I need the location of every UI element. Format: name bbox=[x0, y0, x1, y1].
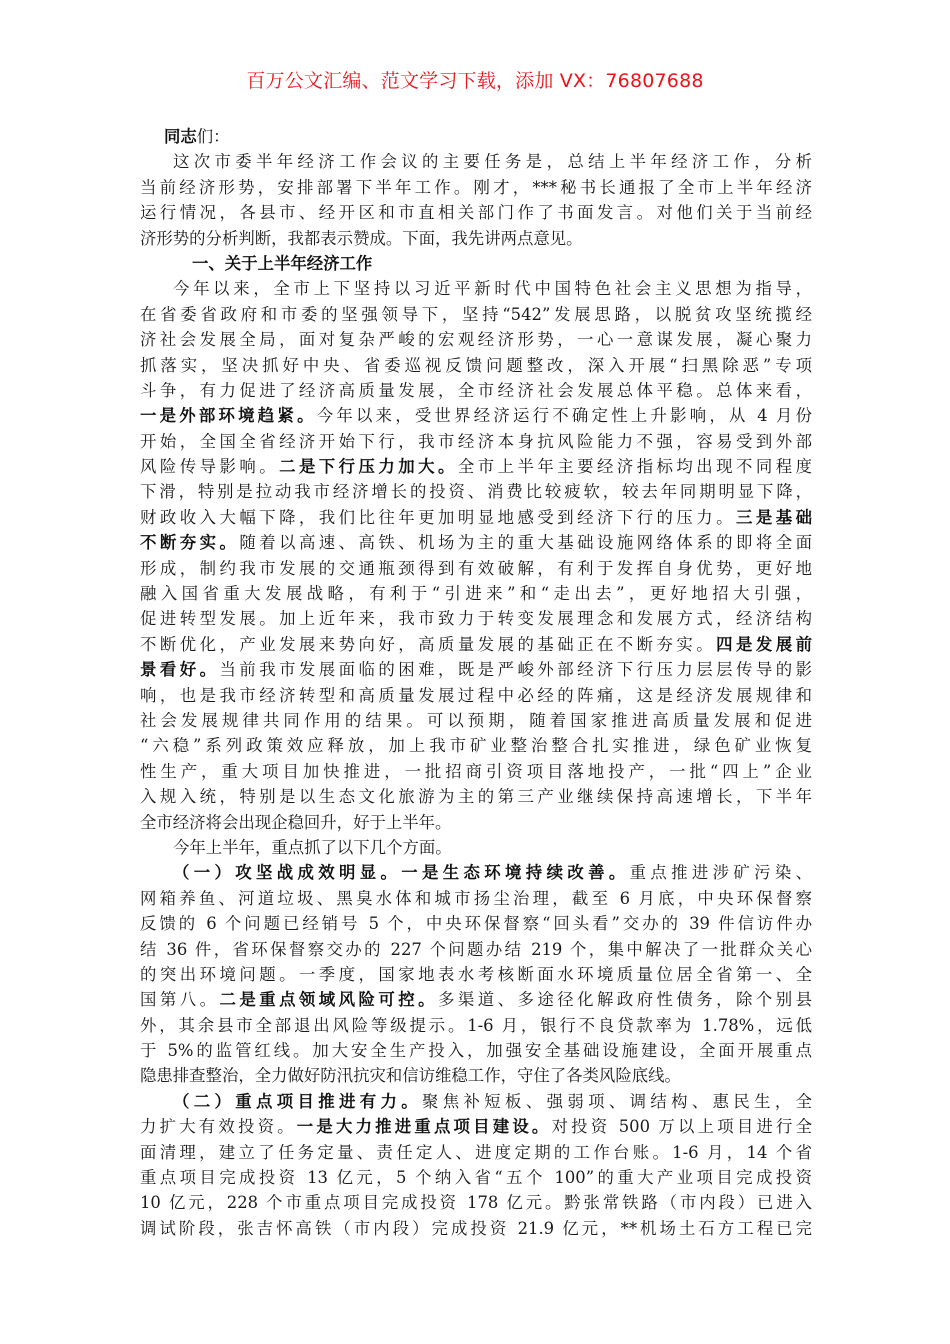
text-run: 重点推进涉矿污染、 bbox=[629, 863, 813, 883]
text-line bbox=[140, 1089, 812, 1114]
document-body bbox=[140, 124, 812, 1241]
text-run: 开始，全国全省经济开始下行，我市经济本身抗风险能力不强，容易受到外部 bbox=[140, 431, 812, 451]
bold-phrase: 四是发展前 bbox=[716, 634, 812, 654]
salutation-rest: 们： bbox=[196, 127, 230, 146]
text-run: 今年以来，全市上下坚持以习近平新时代中国特色社会主义思想为指导， bbox=[173, 279, 812, 299]
salutation-bold: 同志 bbox=[164, 127, 197, 146]
text-line bbox=[140, 911, 812, 936]
text-run: 今年以来，受世界经济运行不确定性上升影响，从 4 月份 bbox=[316, 406, 812, 426]
text-line bbox=[140, 606, 812, 631]
text-line bbox=[140, 1114, 812, 1139]
text-run: 对投资 500 万以上项目进行全 bbox=[551, 1117, 812, 1137]
salutation bbox=[140, 124, 812, 149]
text-run: 斗争，有力促进了经济高质量发展，全市经济社会发展总体平稳。总体来看， bbox=[140, 380, 812, 400]
text-line bbox=[140, 1140, 812, 1165]
text-line bbox=[140, 505, 812, 530]
text-line bbox=[140, 1038, 812, 1063]
text-run: 运行情况，各县市、经开区和市直相关部门作了书面发言。对他们关于当前经 bbox=[140, 203, 812, 223]
text-run: 抓落实，坚决抓好中央、省委巡视反馈问题整改，深入开展“扫黑除恶”专项 bbox=[140, 355, 812, 375]
text-run: 多渠道、多途径化解政府性债务，除个别县 bbox=[438, 990, 813, 1010]
text-line bbox=[140, 530, 812, 555]
text-run: 形成，制约我市发展的交通瓶颈得到有效破解，有利于发挥自身优势，更好地 bbox=[140, 558, 812, 578]
text-line bbox=[140, 937, 812, 962]
text-run: 于 5%的监管红线。加大安全生产投入，加强安全基础设施建设，全面开展重点 bbox=[140, 1041, 812, 1061]
text-line bbox=[140, 200, 812, 225]
text-run: 入规入统，特别是以生态文化旅游为主的第三产业继续保持高速增长，下半年 bbox=[140, 787, 812, 807]
text-run: 10 亿元，228 个市重点项目完成投资 178 亿元。黔张常铁路（市内段）已进入 bbox=[140, 1193, 812, 1213]
text-line bbox=[140, 962, 812, 987]
text-line bbox=[140, 403, 812, 428]
text-run: 聚焦补短板、强弱项、调结构、惠民生，全 bbox=[422, 1091, 813, 1111]
bold-phrase: 二是重点领域风险可控。 bbox=[219, 990, 439, 1010]
text-run: 性生产，重大项目加快推进，一批招商引资项目落地投产，一批“四上”企业 bbox=[140, 761, 812, 781]
text-line bbox=[140, 657, 812, 682]
text-run: 随着以高速、高铁、机场为主的重大基础设施网络体系的即将全面 bbox=[239, 533, 813, 553]
bold-phrase: 一是大力推进重点项目建设。 bbox=[296, 1117, 552, 1137]
text-run: 外，其余县市全部退出风险等级提示。1-6 月，银行不良贷款率为 1.78%，远低 bbox=[140, 1015, 812, 1035]
text-line bbox=[140, 733, 812, 758]
text-line bbox=[140, 1013, 812, 1038]
text-line bbox=[140, 886, 812, 911]
text-line bbox=[140, 556, 812, 581]
bold-phrase: 不断夯实。 bbox=[140, 533, 240, 553]
text-line bbox=[140, 1190, 812, 1215]
paragraph-lines bbox=[140, 149, 812, 1241]
text-run: 响，也是我市经济转型和高质量发展过程中必经的阵痛，这是经济发展规律和 bbox=[140, 685, 812, 705]
text-run: 全市经济将会出现企稳回升，好于上半年。 bbox=[140, 812, 452, 832]
text-line bbox=[140, 302, 812, 327]
bold-phrase: 景看好。 bbox=[140, 660, 220, 680]
text-run: 当前经济形势，安排部署下半年工作。刚才，***秘书长通报了全市上半年经济 bbox=[140, 177, 812, 197]
text-line bbox=[140, 835, 812, 860]
text-line bbox=[140, 276, 812, 301]
text-run: 重点项目完成投资 13 亿元，5 个纳入省“五个 100”的重大产业项目完成投资 bbox=[140, 1168, 812, 1188]
text-line bbox=[140, 1216, 812, 1241]
text-run: 这次市委半年经济工作会议的主要任务是，总结上半年经济工作，分析 bbox=[173, 152, 812, 172]
text-line bbox=[140, 784, 812, 809]
text-run: 调试阶段，张吉怀高铁（市内段）完成投资 21.9 亿元，**机场土石方工程已完 bbox=[140, 1218, 812, 1238]
text-run: 隐患排查整治，全力做好防汛抗灾和信访维稳工作，守住了各类风险底线。 bbox=[140, 1066, 681, 1086]
text-line bbox=[140, 759, 812, 784]
text-line bbox=[140, 810, 812, 835]
text-run: 济形势的分析判断，我都表示赞成。下面，我先讲两点意见。 bbox=[140, 228, 583, 248]
bold-phrase: （二）重点项目推进有力。 bbox=[173, 1091, 423, 1111]
bold-phrase: 三是基础 bbox=[736, 507, 813, 527]
text-run: “六稳”系列政策效应释放，加上我市矿业整治整合扎实推进，绿色矿业恢复 bbox=[140, 736, 812, 756]
text-line bbox=[140, 1165, 812, 1190]
text-run: 财政收入大幅下降，我们比往年更加明显地感受到经济下行的压力。 bbox=[140, 507, 737, 527]
text-line bbox=[140, 479, 812, 504]
text-run: 网箱养鱼、河道垃圾、黑臭水体和城市扬尘治理，截至 6 月底，中央环保督察 bbox=[140, 888, 812, 908]
text-run: 融入国省重大发展战略，有利于“引进来”和“走出去”，更好地招大引强， bbox=[140, 584, 812, 604]
text-line bbox=[140, 708, 812, 733]
promo-banner: 百万公文汇编、范文学习下载，添加 VX：76807688 bbox=[246, 70, 704, 92]
text-line bbox=[140, 353, 812, 378]
text-line bbox=[140, 327, 812, 352]
text-line bbox=[140, 860, 812, 885]
text-line bbox=[140, 429, 812, 454]
text-line bbox=[140, 149, 812, 174]
text-line bbox=[140, 987, 812, 1012]
text-line bbox=[140, 454, 812, 479]
text-line bbox=[140, 581, 812, 606]
text-run: 下滑，特别是拉动我市经济增长的投资、消费比较疲软，较去年同期明显下降， bbox=[140, 482, 812, 502]
text-run: 社会发展规律共同作用的结果。可以预期，随着国家推进高质量发展和促进 bbox=[140, 710, 812, 730]
section-heading bbox=[140, 251, 812, 276]
text-line bbox=[140, 632, 812, 657]
text-run: 力扩大有效投资。 bbox=[140, 1117, 297, 1137]
text-line bbox=[140, 175, 812, 200]
text-run: 风险传导影响。 bbox=[140, 457, 280, 477]
text-run: 今年上半年，重点抓了以下几个方面。 bbox=[173, 837, 452, 857]
text-line bbox=[140, 226, 812, 251]
text-run: 当前我市发展面临的困难，既是严峻外部经济下行压力层层传导的影 bbox=[219, 660, 812, 680]
text-line bbox=[140, 378, 812, 403]
text-run: 全市上半年主要经济指标均出现不同程度 bbox=[457, 457, 813, 477]
text-run: 在省委省政府和市委的坚强领导下，坚持“542”发展思路，以脱贫攻坚统揽经 bbox=[140, 304, 812, 324]
text-run: 的突出环境问题。一季度，国家地表水考核断面水环境质量位居全省第一、全 bbox=[140, 964, 812, 984]
text-run: 济社会发展全局，面对复杂严峻的宏观经济形势，一心一意谋发展，凝心聚力 bbox=[140, 330, 812, 350]
bold-phrase: 一、关于上半年经济工作 bbox=[192, 253, 373, 273]
text-run: 结 36 件，省环保督察交办的 227 个问题办结 219 个，集中解决了一批群众关心 bbox=[140, 939, 812, 959]
text-run: 促进转型发展。加上近年来，我市致力于转变发展理念和发展方式，经济结构 bbox=[140, 609, 812, 629]
text-run: 国第八。 bbox=[140, 990, 220, 1010]
text-run: 反馈的 6 个问题已经销号 5 个，中央环保督察“回头看”交办的 39 件信访件办 bbox=[140, 914, 812, 934]
bold-phrase: （一）攻坚战成效明显。一是生态环境持续改善。 bbox=[173, 863, 630, 883]
text-line bbox=[140, 683, 812, 708]
text-run: 不断优化，产业发展来势向好，高质量发展的基础正在不断夯实。 bbox=[140, 634, 717, 654]
bold-phrase: 一是外部环境趋紧。 bbox=[140, 406, 317, 426]
text-run: 面清理，建立了任务定量、责任定人、进度定期的工作台账。1-6 月，14 个省 bbox=[140, 1142, 812, 1162]
bold-phrase: 二是下行压力加大。 bbox=[279, 457, 458, 477]
text-line bbox=[140, 1063, 812, 1088]
